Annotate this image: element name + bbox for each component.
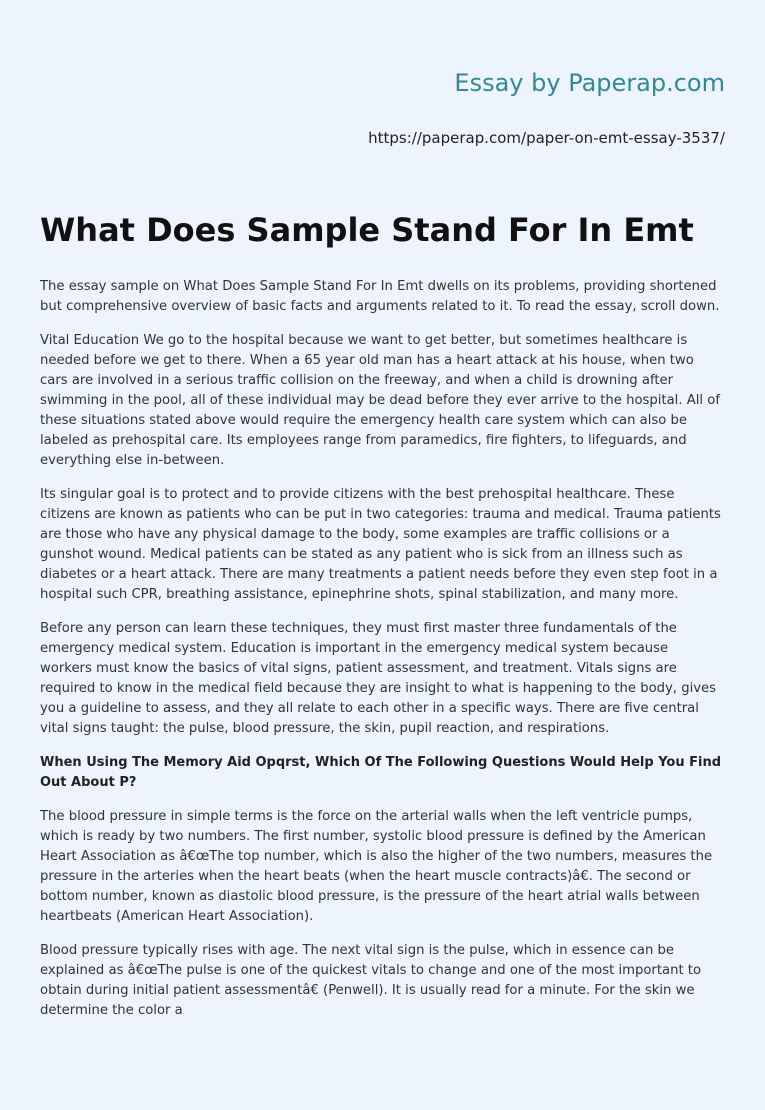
body-paragraph-2: Its singular goal is to protect and to provide citizens with the best prehospital healthcare. These citizens are known as patients who can be put in two categories: trauma and medical. Trauma patients are those who have any physical damage to the body, some examples are traffic collisions or a gunshot wound. Medical patients can be stated as any patient who is sick from an illness such as diabetes or a heart attack. There are many treatments a patient needs before they even step foot in a hospital such CPR, breathing assistance, epinephrine shots, spinal stabilization, and many more. bbox=[40, 487, 721, 602]
page-title: What Does Sample Stand For In Emt bbox=[40, 211, 694, 249]
question-subheading: When Using The Memory Aid Opqrst, Which Of The Following Questions Would Help You Find Out About P? bbox=[40, 755, 722, 790]
body-paragraph-5: Blood pressure typically rises with age. The next vital sign is the pulse, which in essence can be explained as â€œThe pulse is one of the quickest vitals to change and one of the most important to obtain during initial patient assessmentâ€ (Penwell). It is usually read for a minute. For the skin we determine the color a bbox=[40, 943, 702, 1018]
intro-paragraph: The essay sample on What Does Sample Stand For In Emt dwells on its problems, providing shortened but comprehensive overview of basic facts and arguments related to it. To read the essay, scroll down. bbox=[40, 279, 720, 314]
body-paragraph-4: The blood pressure in simple terms is the force on the arterial walls when the left ventricle pumps, which is ready by two numbers. The first number, systolic blood pressure is defined by the American Heart Association as â€œThe top number, which is also the higher of the two numbers, measures the pressure in the arteries when the heart beats (when the heart muscle contracts)â€. The second or bottom number, known as diastolic blood pressure, is the pressure of the heart atrial walls between heartbeats (American Heart Association). bbox=[40, 809, 713, 924]
source-url-link[interactable]: https://paperap.com/paper-on-emt-essay-3537/ bbox=[368, 129, 725, 147]
site-brand-link[interactable]: Essay by Paperap.com bbox=[454, 69, 725, 97]
body-paragraph-1: Vital Education We go to the hospital because we want to get better, but sometimes healthcare is needed before we get to there. When a 65 year old man has a heart attack at his house, when two cars are involved in a serious traffic collision on the freeway, and when a child is drowning after swimming in the pool, all of these individual may be dead before they ever arrive to the hospital. All of these situations stated above would require the emergency health care system which can also be labeled as prehospital care. Its employees range from paramedics, fire fighters, to lifeguards, and everything else in-between. bbox=[40, 333, 720, 468]
body-paragraph-3: Before any person can learn these techniques, they must first master three fundamentals of the emergency medical system. Education is important in the emergency medical system because workers must know the basics of vital signs, patient assessment, and treatment. Vitals signs are required to know in the medical field because they are insight to what is happening to the body, gives you a guideline to assess, and they all relate to each other in a specific ways. There are five central vital signs taught: the pulse, blood pressure, the skin, pupil reaction, and respirations. bbox=[40, 621, 717, 736]
essay-body bbox=[40, 277, 723, 1035]
